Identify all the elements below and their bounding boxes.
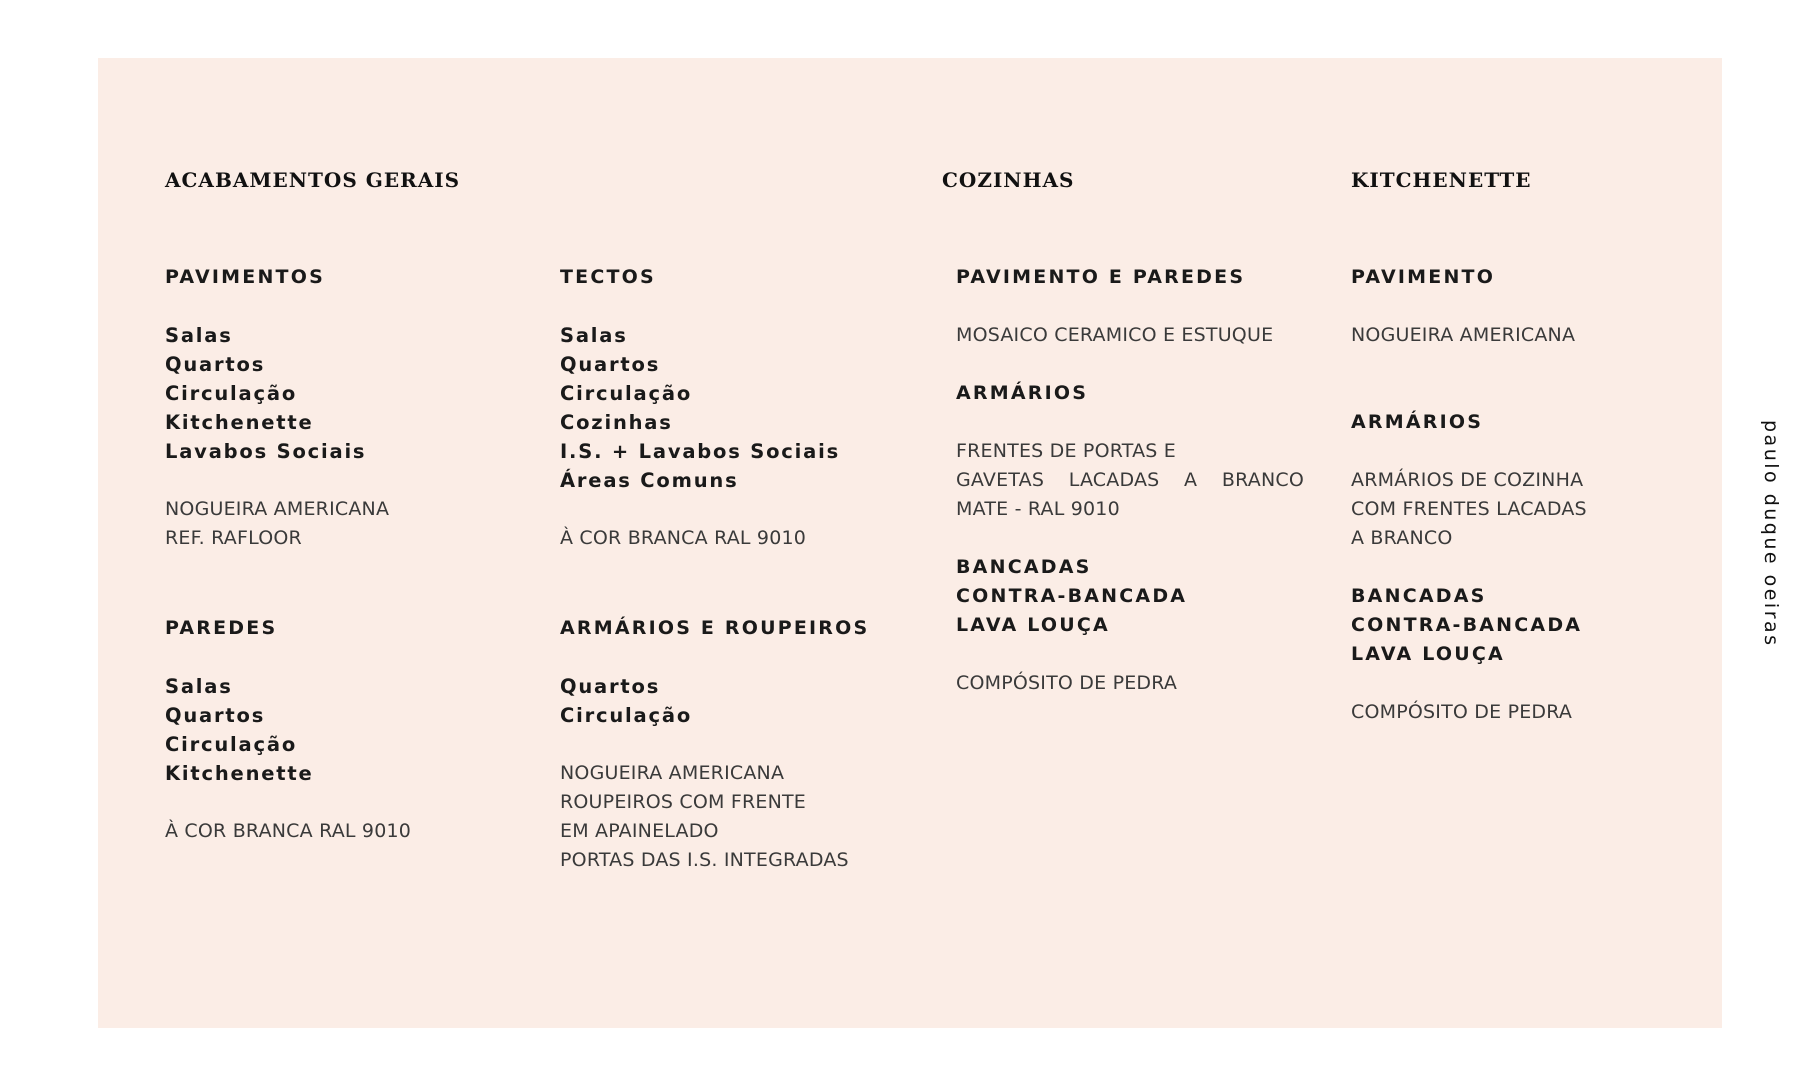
section-tectos <box>560 263 930 553</box>
section-pavimentos <box>165 263 535 553</box>
list-item: Cozinhas <box>560 411 673 434</box>
list-item: Salas <box>560 324 628 347</box>
section-title: BANCADAS <box>956 556 1092 578</box>
description-line: NOGUEIRA AMERICANA <box>165 498 390 520</box>
material-description <box>956 437 1304 524</box>
list-item: Circulação <box>560 382 693 405</box>
list-item: Quartos <box>560 675 661 698</box>
room-list <box>165 321 535 466</box>
description-line: A BRANCO <box>1351 527 1453 549</box>
description-line: COM FRENTES LACADAS <box>1351 498 1587 520</box>
description-line: ROUPEIROS COM FRENTE <box>560 791 806 813</box>
list-item: Kitchenette <box>165 762 314 785</box>
bancadas-group <box>956 553 1306 640</box>
list-item: Quartos <box>165 353 266 376</box>
room-list <box>560 321 930 495</box>
material-description <box>165 495 535 553</box>
heading-kitchenette: KITCHENETTE <box>1351 168 1532 192</box>
description-line: À COR BRANCA RAL 9010 <box>165 820 412 842</box>
material-description <box>956 321 1306 350</box>
material-description <box>560 524 930 553</box>
heading-cozinhas: COZINHAS <box>942 168 1075 192</box>
description-line: ARMÁRIOS DE COZINHA <box>1351 469 1584 491</box>
section-title: ARMÁRIOS <box>956 382 1089 404</box>
section-armarios-roupeiros <box>560 614 930 875</box>
section-title: LAVA LOUÇA <box>956 614 1110 636</box>
description-line: PORTAS DAS I.S. INTEGRADAS <box>560 849 849 871</box>
section-title: TECTOS <box>560 266 656 288</box>
material-description <box>1351 321 1681 350</box>
description-line: GAVETAS LACADAS A BRANCO <box>956 469 1304 491</box>
description-line: EM APAINELADO <box>560 820 719 842</box>
description-line: REF. RAFLOOR <box>165 527 302 549</box>
section-cozinhas <box>956 263 1306 698</box>
section-title: PAVIMENTO E PAREDES <box>956 266 1246 288</box>
room-list <box>165 672 535 788</box>
material-description <box>1351 466 1681 553</box>
list-item: Kitchenette <box>165 411 314 434</box>
description-line: NOGUEIRA AMERICANA <box>560 762 785 784</box>
list-item: Salas <box>165 324 233 347</box>
section-title: PAVIMENTO <box>1351 266 1496 288</box>
description-line: MATE - RAL 9010 <box>956 498 1120 520</box>
section-title: ARMÁRIOS <box>1351 411 1484 433</box>
material-description <box>560 759 930 875</box>
bancadas-group <box>1351 582 1681 669</box>
section-title: CONTRA-BANCADA <box>956 585 1188 607</box>
list-item: Circulação <box>165 733 298 756</box>
room-list <box>560 672 930 730</box>
material-description <box>165 817 535 846</box>
list-item: Salas <box>165 675 233 698</box>
list-item: Áreas Comuns <box>560 469 739 492</box>
section-title: CONTRA-BANCADA <box>1351 614 1583 636</box>
material-description <box>1351 698 1681 727</box>
section-title: PAREDES <box>165 617 278 639</box>
heading-acabamentos-gerais: ACABAMENTOS GERAIS <box>165 168 461 192</box>
description-line: FRENTES DE PORTAS E <box>956 440 1176 462</box>
list-item: Circulação <box>165 382 298 405</box>
description-line: À COR BRANCA RAL 9010 <box>560 527 807 549</box>
section-title: LAVA LOUÇA <box>1351 643 1505 665</box>
section-kitchenette <box>1351 263 1681 727</box>
section-paredes <box>165 614 535 846</box>
list-item: I.S. + Lavabos Sociais <box>560 440 840 463</box>
brand-wordmark: paulo duque oeiras <box>1760 420 1782 648</box>
list-item: Lavabos Sociais <box>165 440 367 463</box>
list-item: Quartos <box>560 353 661 376</box>
list-item: Circulação <box>560 704 693 727</box>
description-line: NOGUEIRA AMERICANA <box>1351 324 1576 346</box>
section-title: ARMÁRIOS E ROUPEIROS <box>560 617 870 639</box>
material-description <box>956 669 1306 698</box>
description-line: COMPÓSITO DE PEDRA <box>956 672 1178 694</box>
list-item: Quartos <box>165 704 266 727</box>
section-title: BANCADAS <box>1351 585 1487 607</box>
description-line: COMPÓSITO DE PEDRA <box>1351 701 1573 723</box>
description-line: MOSAICO CERAMICO E ESTUQUE <box>956 324 1274 346</box>
section-title: PAVIMENTOS <box>165 266 325 288</box>
